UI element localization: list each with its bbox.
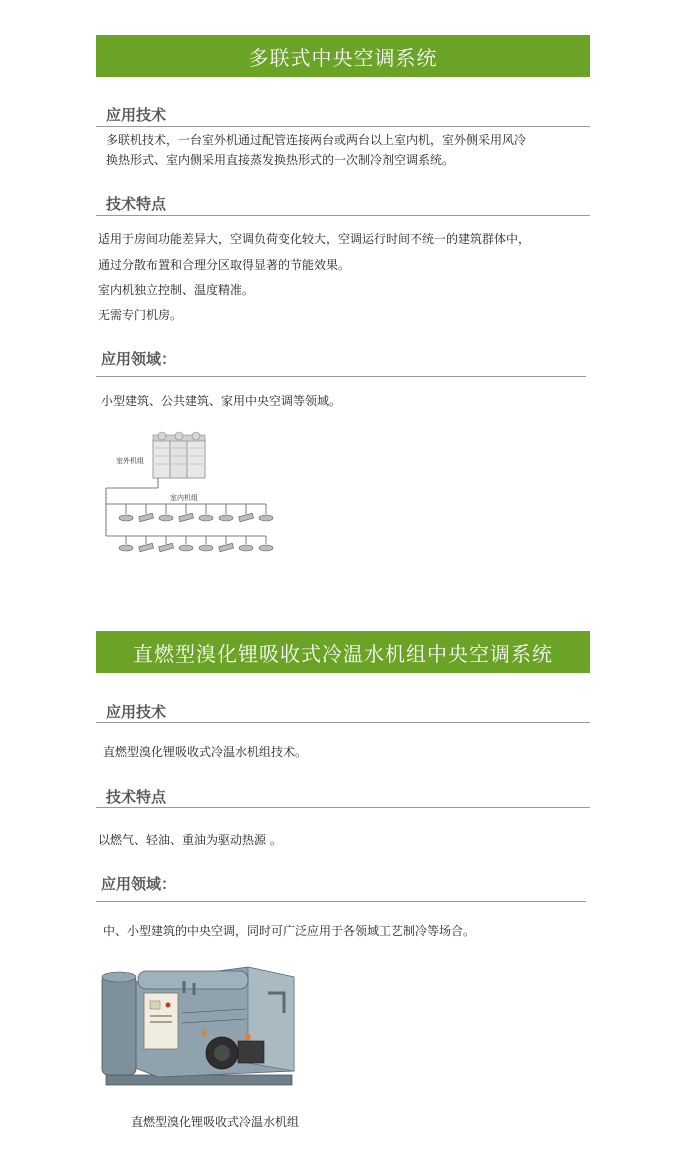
outdoor-unit-icon — [153, 432, 205, 478]
section1-feature-line: 室内机独立控制、温度精准。 — [98, 283, 255, 297]
indoor-unit-icon — [119, 513, 273, 521]
section1-feature-line: 无需专门机房。 — [98, 308, 183, 322]
absorption-chiller-svg — [98, 953, 298, 1097]
section1-tech-heading: 应用技术 — [106, 106, 167, 124]
section2-field-heading: 应用领域： — [101, 875, 177, 893]
section2-banner — [96, 631, 590, 673]
piping-lines — [106, 478, 266, 544]
section2-tech-rule — [96, 722, 590, 723]
section1-feature-line: 通过分散布置和合理分区取得显著的节能效果。 — [98, 258, 351, 272]
section1-field-rule — [96, 376, 586, 377]
section1-title: 多联式中央空调系统 — [248, 45, 438, 70]
section2-features-heading: 技术特点 — [106, 788, 167, 806]
section2-title: 直燃型溴化锂吸收式冷温水机组中央空调系统 — [133, 641, 553, 666]
multi-split-diagram — [96, 430, 276, 560]
chiller-caption: 直燃型溴化锂吸收式冷温水机组 — [131, 1115, 300, 1129]
section2-field-rule — [96, 901, 586, 902]
absorption-chiller-image — [98, 953, 298, 1097]
section1-field-heading: 应用领域： — [101, 350, 177, 368]
section1-features-heading: 技术特点 — [106, 195, 167, 213]
section1-tech-text-line2: 换热形式、室内侧采用直接蒸发换热形式的一次制冷剂空调系统。 — [106, 153, 455, 167]
section2-field-text: 中、小型建筑的中央空调，同时可广泛应用于各领域工艺制冷等场合。 — [103, 924, 476, 938]
section1-banner — [96, 35, 590, 77]
section1-tech-text-line1: 多联机技术，一台室外机通过配管连接两台或两台以上室内机，室外侧采用风冷 — [106, 133, 527, 147]
section2-features-text: 以燃气、轻油、重油为驱动热源 。 — [98, 833, 282, 847]
outdoor-unit-label: 室外机组 — [116, 457, 144, 465]
section1-features-rule — [96, 215, 590, 216]
section1-feature-line: 适用于房间功能差异大，空调负荷变化较大，空调运行时间不统一的建筑群体中， — [98, 232, 531, 246]
section1-field-text: 小型建筑、公共建筑、家用中央空调等领域。 — [101, 394, 342, 408]
indoor-unit-label: 室内机组 — [170, 494, 198, 502]
section1-tech-rule — [96, 126, 590, 127]
section2-features-rule — [96, 807, 590, 808]
section2-tech-text: 直燃型溴化锂吸收式冷温水机组技术。 — [103, 745, 308, 759]
section2-tech-heading: 应用技术 — [106, 703, 167, 721]
multi-split-diagram-svg — [96, 430, 276, 560]
indoor-unit-icon — [119, 543, 273, 551]
